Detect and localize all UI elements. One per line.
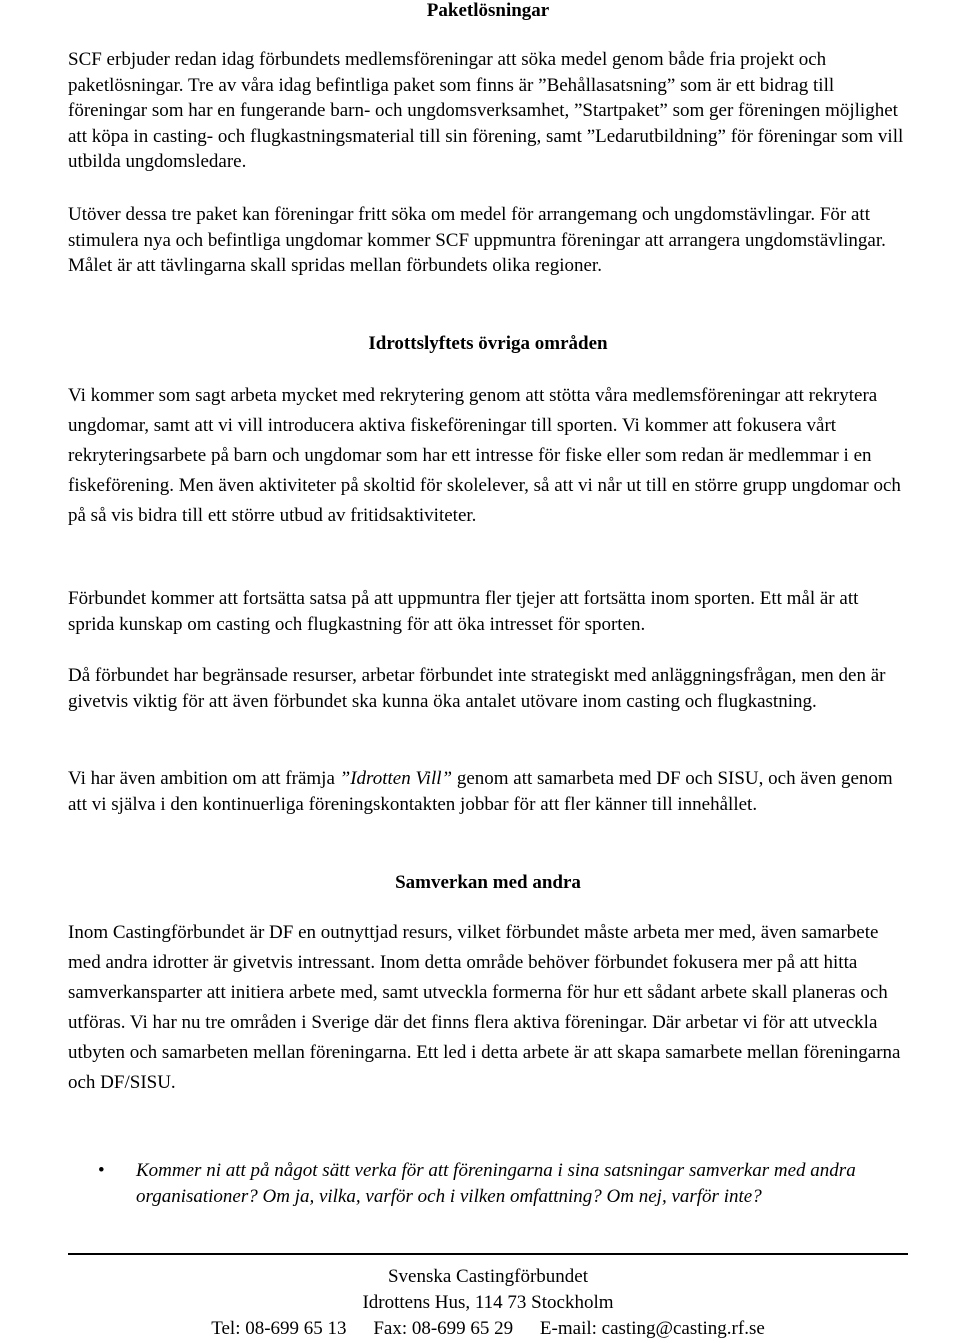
section-heading-samverkan: Samverkan med andra [395, 872, 581, 893]
paragraph-rekrytering: Vi kommer som sagt arbeta mycket med rekrytering genom att stötta våra medlemsföreningar att rekrytera ungdomar, samt att vi vill introducera aktiva fiskeföreningar till sporten. Vi kommer att fokusera vårt rekryteringsarbete på barn och ungdomar som har ett intresse för fiske eller som redan är medlemmar i en fiskeförening. Men även aktiviteter på skoltid för skolelever, så att vi når ut till en större grupp ungdomar och på så vis bidra till ett större utbud av fritidsaktiviteter. [68, 385, 901, 526]
bullet-list-item [98, 1158, 908, 1209]
paragraph-tjejer: Förbundet kommer att fortsätta satsa på att uppmuntra fler tjejer att fortsätta inom sporten. Ett mål är att sprida kunskap om casting och flugkastning för att öka intresset för sporten. [68, 588, 859, 635]
footer-address: Idrottens Hus, 114 73 Stockholm [362, 1292, 614, 1313]
p6-text-before: Vi har även ambition om att främja [68, 768, 340, 789]
p6-emphasis: ”Idrotten Vill” [339, 768, 453, 789]
paragraph-paket-intro: SCF erbjuder redan idag förbundets medlemsföreningar att söka medel genom både fria projekt och paketlösningar. Tre av våra idag befintliga paket som finns är ”Behållasatsning” som är ett bidrag till föreningar som har en fungerande barn- och ungdomsverksamhet, ”Startpaket” som ger föreningen möjlighet att köpa in casting- och flugkastningsmaterial till sin förening, samt ”Ledarutbildning” för föreningar som vill utbilda ungdomsledare. [68, 49, 904, 172]
footer-tel: Tel: 08-699 65 13 [211, 1318, 347, 1339]
footer-email: E-mail: casting@casting.rf.se [539, 1318, 765, 1339]
p6-text-after: genom att samarbeta med DF och SISU, och även genom att vi själva i den kontinuerliga föreningskontakten jobbar för att fler känner till innehållet. [68, 768, 893, 815]
bullet-question-text: Kommer ni att på något sätt verka för att föreningarna i sina satsningar samverkar med andra organisationer? Om ja, vilka, varför och i vilken omfattning? Om nej, varför inte? [136, 1160, 856, 1207]
footer-contact-row [68, 1316, 908, 1342]
footer-fax: Fax: 08-699 65 29 [373, 1318, 514, 1339]
section-heading-idrottslyftet: Idrottslyftets övriga områden [368, 333, 608, 354]
paragraph-resurser: Då förbundet har begränsade resurser, arbetar förbundet inte strategiskt med anläggningsfrågan, men den är givetvis viktig för att även förbundet ska kunna öka antalet utövare inom casting och flugkastning. [68, 665, 886, 712]
section-heading-paketlosningar: Paketlösningar [426, 0, 550, 21]
paragraph-samverkan: Inom Castingförbundet är DF en outnyttjad resurs, vilket förbundet måste arbeta mer med, även samarbete med andra idrotter är givetvis intressant. Inom detta område behöver förbundet fokusera mer på att hitta samverkansparter att initiera arbete med, samt utveckla formerna för hur ett sådant arbete skall planeras och utföras. Vi har nu tre områden i Sverige där det finns flera aktiva föreningar. Där arbetar vi för att utveckla utbyten och samarbeten mellan föreningarna. Ett led i detta arbete är att skapa samarbete mellan föreningarna och DF/SISU. [68, 922, 901, 1093]
footer [68, 1264, 908, 1342]
paragraph-paket-tavlingar: Utöver dessa tre paket kan föreningar fritt söka om medel för arrangemang och ungdomstävlingar. För att stimulera nya och befintliga ungdomar kommer SCF uppmuntra föreningar att arrangera ungdomstävlingar. Målet är att tävlingarna skall spridas mellan förbundets olika regioner. [68, 204, 886, 276]
footer-org: Svenska Castingförbundet [387, 1266, 588, 1287]
bullet-icon: • [98, 1160, 105, 1181]
footer-divider [68, 1253, 908, 1255]
paragraph-idrotten-vill [68, 766, 908, 817]
